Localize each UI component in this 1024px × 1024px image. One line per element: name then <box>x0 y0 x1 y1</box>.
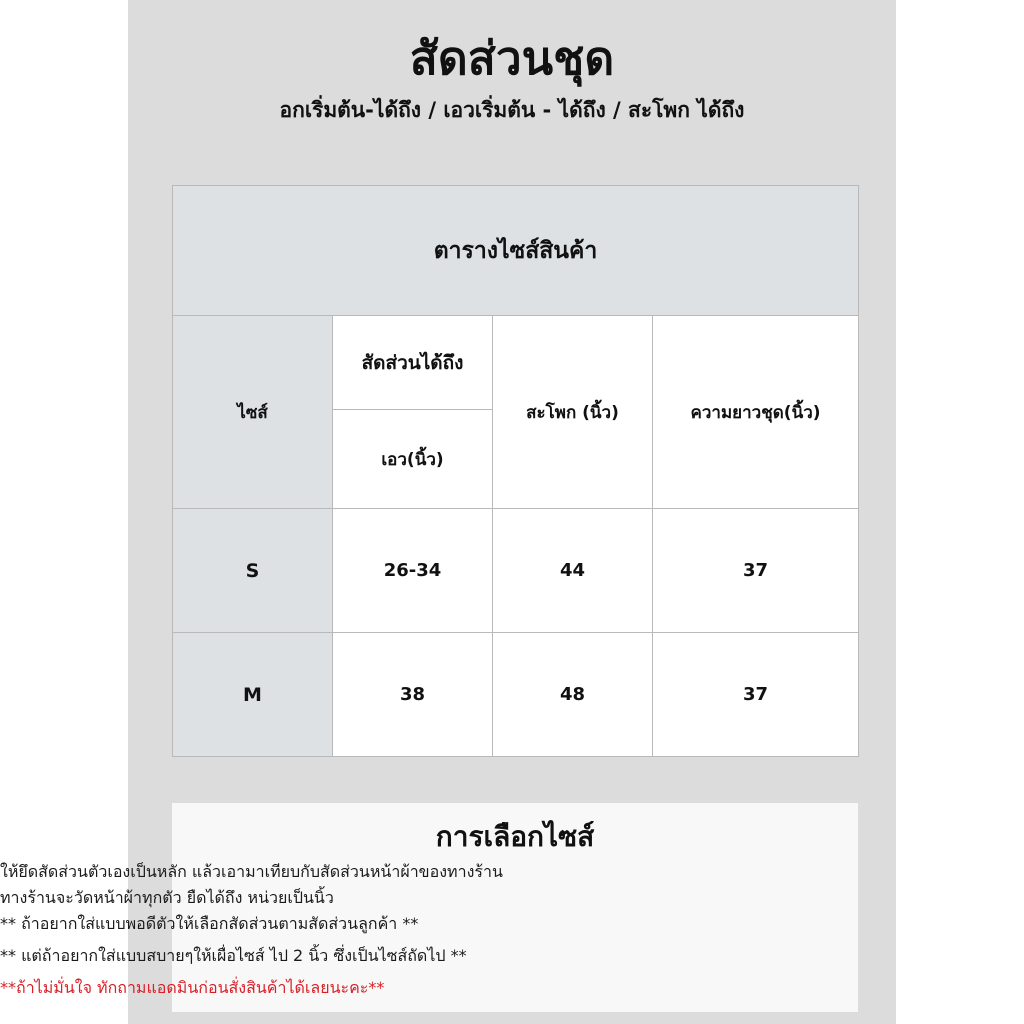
guide-line: ทางร้านจะวัดหน้าผ้าทุกตัว ยืดได้ถึง หน่วยเป็นนิ้ว <box>0 888 334 907</box>
header-hip: สะโพก (นิ้ว) <box>493 316 653 509</box>
size-chart-table <box>172 185 859 757</box>
hip-cell: 44 <box>493 509 653 633</box>
size-guide-title: การเลือกไซส์ <box>435 820 595 853</box>
header-length: ความยาวชุด(นิ้ว) <box>653 316 859 509</box>
header-size: ไซส์ <box>173 316 333 509</box>
hip-cell: 48 <box>493 633 653 757</box>
table-row <box>173 509 859 633</box>
guide-line: ให้ยึดสัดส่วนตัวเองเป็นหลัก แล้วเอามาเทียบกับสัดส่วนหน้าผ้าของทางร้าน <box>0 862 503 881</box>
table-title-row <box>173 186 859 316</box>
guide-line: ** แต่ถ้าอยากใส่แบบสบายๆให้เผื่อไซส์ ไป 2 นิ้ว ซึ่งเป็นไซส์ถัดไป ** <box>0 946 467 965</box>
waist-cell: 26-34 <box>333 509 493 633</box>
guide-warning-line: **ถ้าไม่มั่นใจ ทักถามแอดมินก่อนสั่งสินค้าได้เลยนะคะ** <box>0 978 385 997</box>
page-title: สัดส่วนชุด <box>409 31 615 85</box>
header-measure-group: สัดส่วนได้ถึง <box>333 316 493 410</box>
length-cell: 37 <box>653 633 859 757</box>
header-waist: เอว(นิ้ว) <box>333 410 493 509</box>
size-cell: S <box>173 509 333 633</box>
page-subtitle: อกเริ่มต้น-ได้ถึง / เอวเริ่มต้น - ได้ถึง / สะโพก ได้ถึง <box>279 98 745 122</box>
table-title: ตารางไซส์สินค้า <box>173 186 859 316</box>
waist-cell: 38 <box>333 633 493 757</box>
guide-line: ** ถ้าอยากใส่แบบพอดีตัวให้เลือกสัดส่วนตามสัดส่วนลูกค้า ** <box>0 914 419 933</box>
length-cell: 37 <box>653 509 859 633</box>
size-cell: M <box>173 633 333 757</box>
table-row <box>173 633 859 757</box>
table-header-row <box>173 316 859 410</box>
